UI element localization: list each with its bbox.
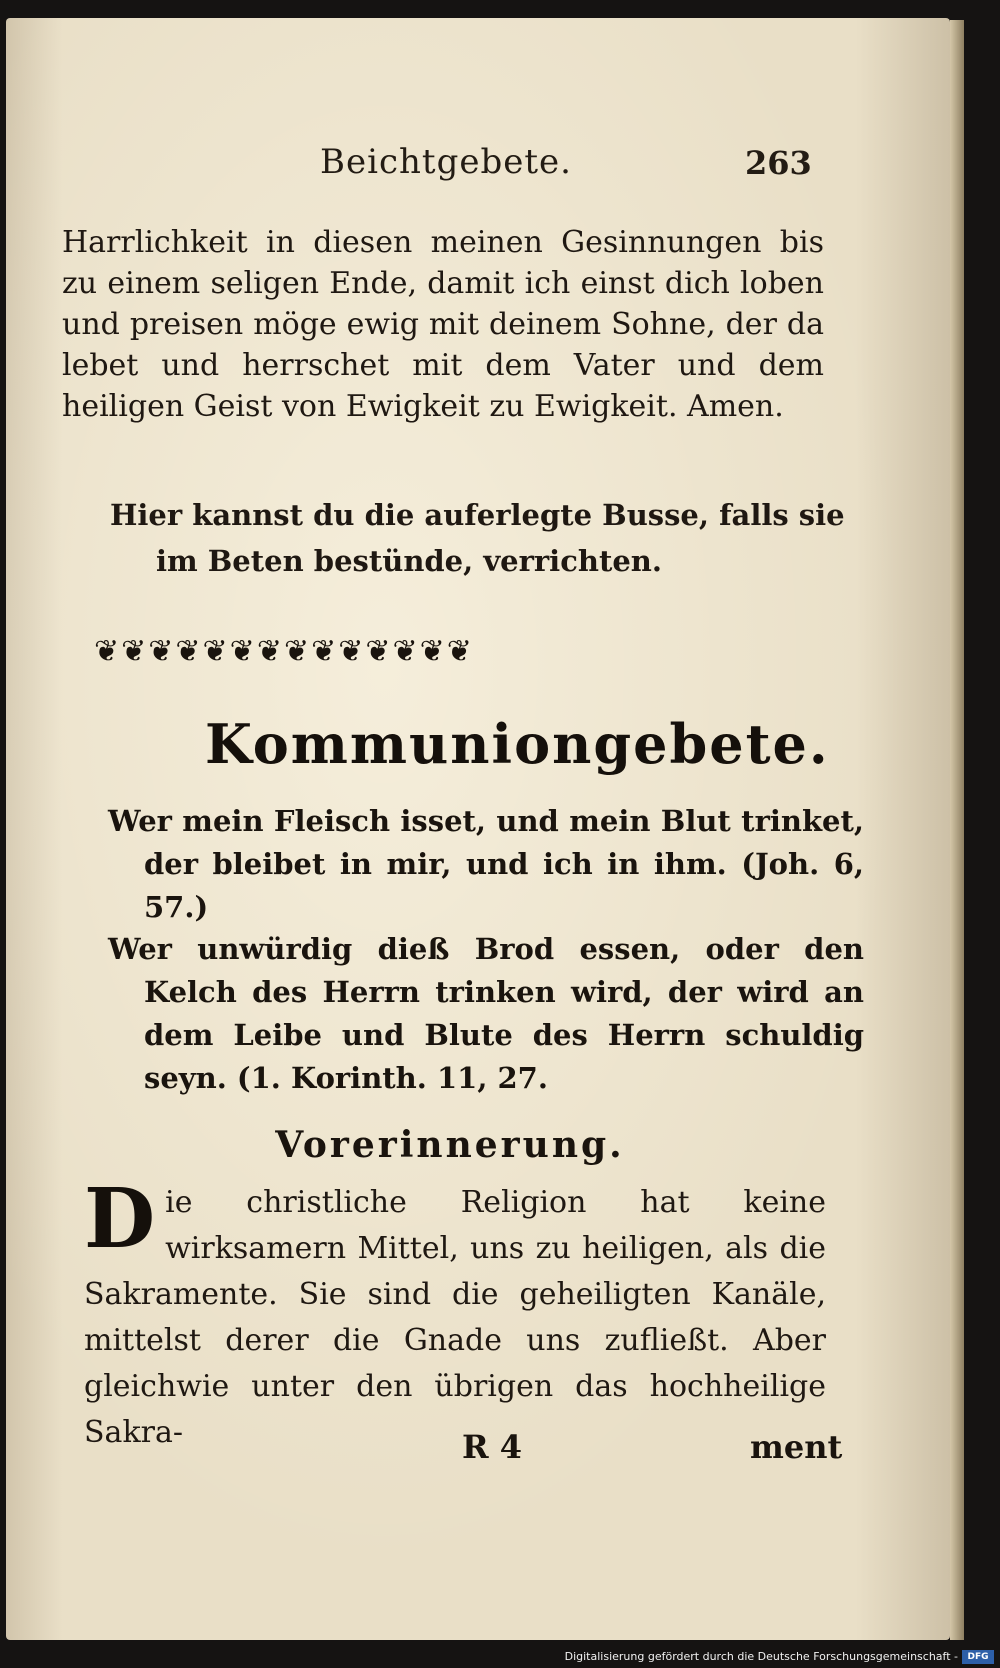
running-title: Beichtgebete. [320,142,572,182]
drop-cap: D [84,1171,156,1267]
intro-text: ie christliche Religion hat keine wirksamern Mittel, uns zu heiligen, als die Sakramente. Sie sind die geheiligten Kanäle, mittelst derer die Gnade uns zufließt. Aber gleichwie unter den übrigen das hochheilige Sakra- [84,1185,826,1450]
catchword: ment [750,1428,843,1466]
page-edge [950,20,964,1640]
motto-quote: Wer mein Fleisch isset, und mein Blut trinket, der bleibet in mir, und ich in ihm. (Joh. 6, 57.) [108,804,864,924]
subsection-title: Vorerinnerung. [275,1124,625,1166]
ornament-divider-icon: ❦❦❦❦❦❦❦❦❦❦❦❦❦❦ [94,634,474,669]
signature-mark: R 4 [462,1428,522,1466]
dfg-logo-icon: DFG [962,1650,994,1664]
intro-paragraph [84,1171,826,1456]
body-text: Harrlichkeit in diesen meinen Gesinnungen bis zu einem seligen Ende, damit ich einst dich loben und preisen möge ewig mit deinem Sohne, der da lebet und herrschet mit dem Vater und dem heiligen Geist von Ewigkeit zu Ewigkeit. Amen. [62,225,824,424]
page-number: 263 [745,144,812,182]
motto-quote: Wer unwürdig dieß Brod essen, oder den Kelch des Herrn trinken wird, der wird an dem Leibe und Blute des Herrn schuldig seyn. (1. Korinth. 11, 27. [108,932,864,1095]
rubric-instruction: Hier kannst du die auferlegte Busse, falls sie im Beten bestünde, verrichten. [110,498,845,578]
body-paragraph [62,222,824,427]
section-title: Kommuniongebete. [205,712,830,776]
digitization-credit: Digitalisierung gefördert durch die Deutsche Forschungsgemeinschaft - [564,1650,958,1663]
